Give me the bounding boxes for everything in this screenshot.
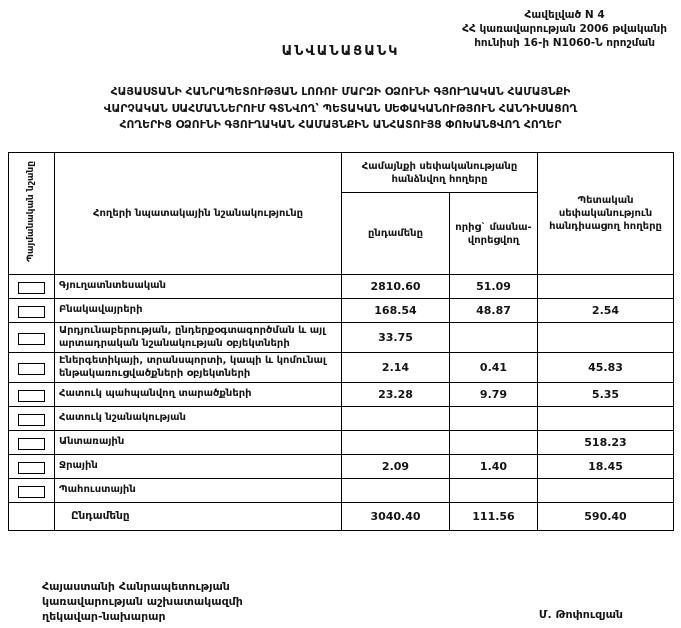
state-value: [538, 323, 674, 353]
col-header-of-which: որից` մասնա-վորեցվող: [450, 193, 538, 275]
table-row-forest: [9, 431, 674, 455]
legend-symbol-cell: [9, 299, 55, 323]
document-subtitle: [0, 84, 681, 134]
legend-symbol-cell: [9, 323, 55, 353]
total-value: 168.54: [342, 299, 450, 323]
legend-symbol-cell: [9, 431, 55, 455]
table-row-settlements: [9, 299, 674, 323]
table-row-protected-areas: [9, 383, 674, 407]
total-value: 2.14: [342, 353, 450, 383]
legend-symbol-box: [18, 333, 45, 345]
legend-symbol-cell: [9, 479, 55, 503]
table-row-water: [9, 455, 674, 479]
col-header-community-group: Համայնքի սեփականությանը հանձնվող հողերը: [342, 153, 538, 193]
table-row-industrial: [9, 323, 674, 353]
land-category-label: Արդյունաբերության, ընդերքօգտագործման և այլ արտադրական նշանակության օբյեկտների: [55, 323, 342, 353]
col-header-symbol-label: Պայմանական նշանը: [25, 161, 36, 262]
signatory-title-block: [42, 580, 243, 625]
state-value: 45.83: [538, 353, 674, 383]
total-value: [342, 407, 450, 431]
of-which-value: 1.40: [450, 455, 538, 479]
table-header-row-1: [9, 153, 674, 193]
legend-symbol-cell: [9, 383, 55, 407]
land-category-label: Հատուկ պահպանվող տարածքների: [55, 383, 342, 407]
of-which-value: [450, 407, 538, 431]
state-value: [538, 479, 674, 503]
of-which-value: [450, 479, 538, 503]
of-which-value: [450, 323, 538, 353]
table-total-row: [9, 503, 674, 531]
total-row-total-value: 3040.40: [342, 503, 450, 531]
total-value: [342, 431, 450, 455]
state-value: [538, 275, 674, 299]
col-header-total: ընդամենը: [342, 193, 450, 275]
total-value: 23.28: [342, 383, 450, 407]
subtitle-line-1: ՀԱՅԱՍՏԱՆԻ ՀԱՆՐԱՊԵՏՈՒԹՅԱՆ ԼՈՌՈՒ ՄԱՐԶԻ ՕՁՈՒՆԻ ԳՅՈՒՂԱԿԱՆ ՀԱՄԱՅՆՔԻ: [110, 85, 571, 98]
annex-line-1: Հավելված N 4: [524, 9, 605, 21]
document-title: ԱՆՎԱՆԱՑԱՆԿ: [281, 44, 400, 59]
land-category-label: Հատուկ նշանակության: [55, 407, 342, 431]
subtitle-line-2: ՎԱՐՉԱԿԱՆ ՍԱՀՄԱՆՆԵՐՈՒՄ ԳՏՆՎՈՂ՝ ՊԵՏԱԿԱՆ ՍԵՓԱԿԱՆՈՒԹՅՈՒՆ ՀԱՆԴԻՍԱՑՈՂ: [103, 101, 578, 115]
total-value: 2.09: [342, 455, 450, 479]
signatory-name: Մ. Թոփուզյան: [538, 608, 623, 621]
legend-symbol-box: [18, 363, 45, 375]
table-row-special-purpose: [9, 407, 674, 431]
table-row-energy-transport: [9, 353, 674, 383]
state-value: 5.35: [538, 383, 674, 407]
signatory-line-2: կառավարության աշխատակազմի: [42, 594, 243, 608]
land-category-label: Ջրային: [55, 455, 342, 479]
legend-symbol-cell: [9, 407, 55, 431]
total-row-of-which-value: 111.56: [450, 503, 538, 531]
land-category-label: Գյուղատնտեսական: [55, 275, 342, 299]
total-value: 33.75: [342, 323, 450, 353]
table-row-reserve: [9, 479, 674, 503]
legend-symbol-box: [18, 438, 45, 450]
of-which-value: 0.41: [450, 353, 538, 383]
legend-symbol-box: [18, 414, 45, 426]
of-which-value: 9.79: [450, 383, 538, 407]
signatory-line-1: Հայաստանի Հանրապետության: [42, 580, 230, 593]
col-header-symbol: [9, 153, 55, 275]
land-category-label: Անտառային: [55, 431, 342, 455]
state-value: 18.45: [538, 455, 674, 479]
legend-symbol-box: [18, 486, 45, 498]
legend-symbol-cell-empty: [9, 503, 55, 531]
col-header-purpose: Հողերի նպատակային նշանակությունը: [55, 153, 342, 275]
legend-symbol-box: [18, 390, 45, 402]
total-row-state-value: 590.40: [538, 503, 674, 531]
annex-line-3: հունիսի 16-ի N1060-Ն որոշման: [474, 37, 655, 50]
land-category-label: Էներգետիկայի, տրանսպորտի, կապի և կոմունալ ենթակառուցվածքների օբյեկտների: [55, 353, 342, 383]
legend-symbol-box: [18, 306, 45, 318]
total-value: 2810.60: [342, 275, 450, 299]
annex-line-2: ՀՀ կառավարության 2006 թվականի: [462, 23, 667, 36]
land-transfer-table: [8, 152, 674, 531]
legend-symbol-box: [18, 282, 45, 294]
signatory-line-3: ղեկավար-նախարար: [42, 609, 166, 623]
legend-symbol-cell: [9, 455, 55, 479]
of-which-value: 51.09: [450, 275, 538, 299]
state-value: 518.23: [538, 431, 674, 455]
land-category-label: Պահուստային: [55, 479, 342, 503]
col-header-state: Պետական սեփականություն հանդիսացող հողերը: [538, 153, 674, 275]
subtitle-line-3: ՀՈՂԵՐԻՑ ՕՁՈՒՆԻ ԳՅՈՒՂԱԿԱՆ ՀԱՄԱՅՆՔԻՆ ԱՆՀԱՏՈՒՅՑ ՓՈԽԱՆՑՎՈՂ ՀՈՂԵՐ: [119, 118, 562, 132]
legend-symbol-box: [18, 462, 45, 474]
state-value: [538, 407, 674, 431]
legend-symbol-cell: [9, 353, 55, 383]
table-row-agricultural: [9, 275, 674, 299]
total-row-label: Ընդամենը: [55, 503, 342, 531]
state-value: 2.54: [538, 299, 674, 323]
of-which-value: 48.87: [450, 299, 538, 323]
total-value: [342, 479, 450, 503]
legend-symbol-cell: [9, 275, 55, 299]
land-category-label: Բնակավայրերի: [55, 299, 342, 323]
of-which-value: [450, 431, 538, 455]
